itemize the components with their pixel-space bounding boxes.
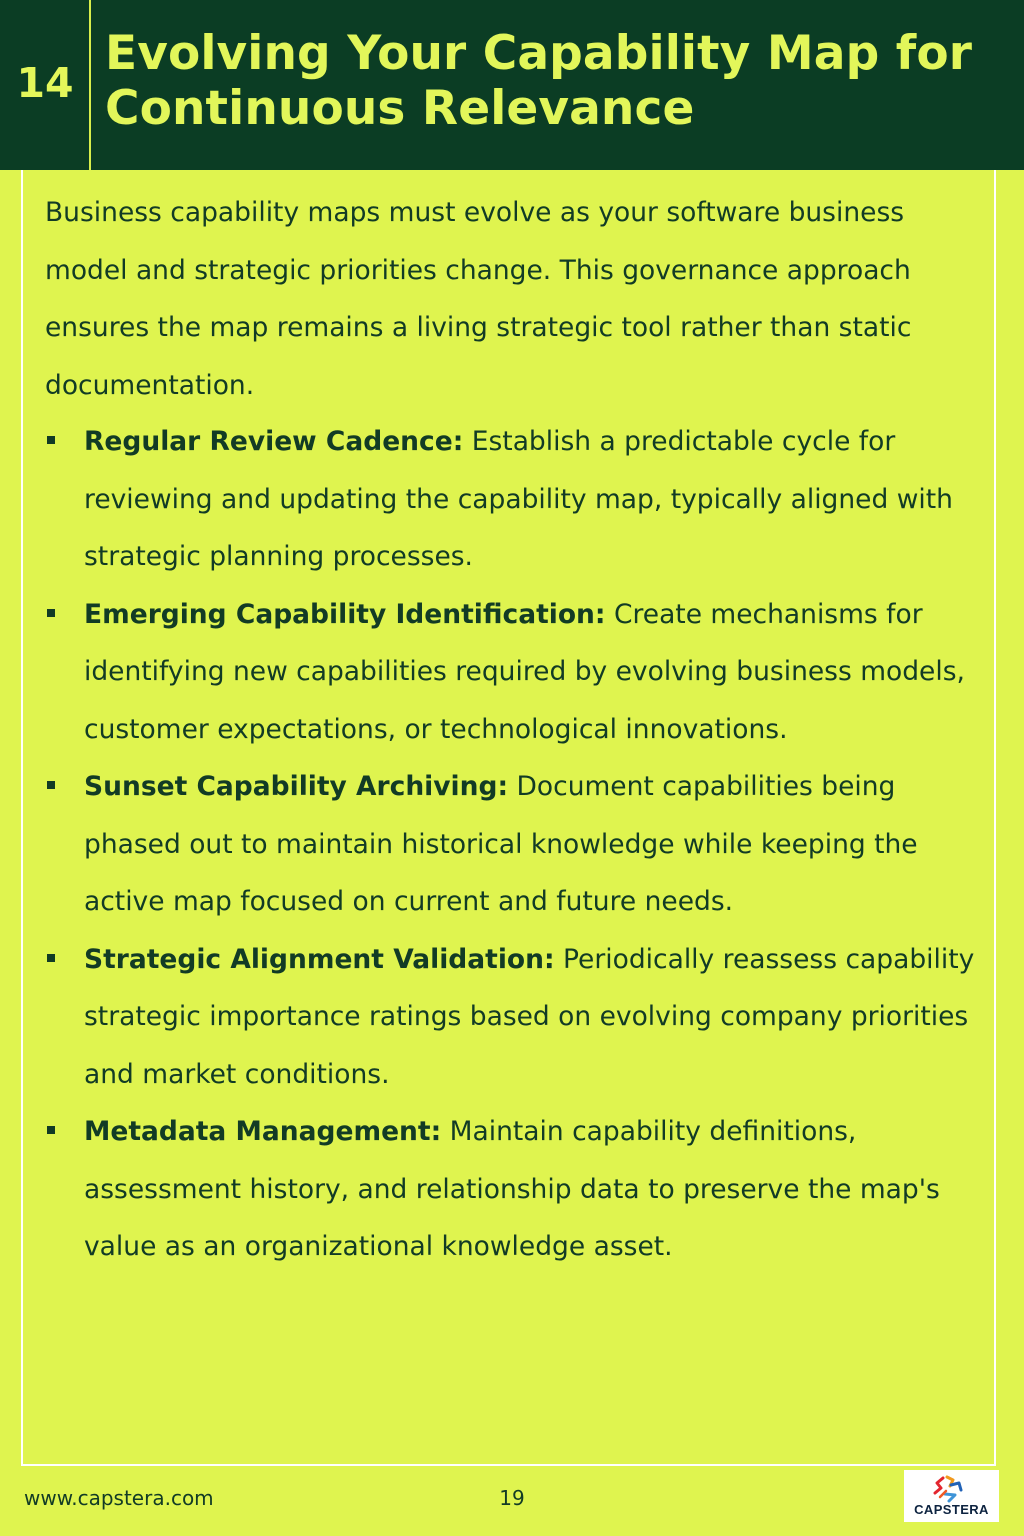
capstera-logo-icon: [904, 1470, 999, 1504]
intro-paragraph: Business capability maps must evolve as your software business model and strategic priorities change. This governance approach ensures the map remains a living strategic tool rather than static documentation.: [45, 197, 912, 401]
bullet-title: Emerging Capability Identification:: [84, 598, 606, 630]
bullet-item-sunset-capability-archiving: [45, 758, 980, 931]
bullet-item-emerging-capability-identification: [45, 586, 980, 759]
square-bullet-icon: [47, 954, 55, 962]
bullet-title: Regular Review Cadence:: [84, 426, 464, 457]
logo-text: CAPSTERA: [914, 1502, 989, 1517]
footer-website: www.capstera.com: [24, 1486, 214, 1510]
page-header: [0, 0, 1024, 170]
bullet-item-regular-review-cadence: [45, 413, 980, 586]
section-number: 14: [16, 59, 74, 107]
square-bullet-icon: [47, 609, 55, 617]
bullet-description: Establish a predictable cycle for reviewing and updating the capability map, typically aligned with strategic planning processes.: [84, 426, 953, 572]
bullet-title: Sunset Capability Archiving:: [84, 771, 509, 802]
square-bullet-icon: [47, 436, 55, 444]
square-bullet-icon: [47, 1126, 55, 1134]
bullet-item-strategic-alignment-validation: [45, 931, 980, 1104]
bullet-title: Strategic Alignment Validation:: [84, 943, 555, 975]
page-title: Evolving Your Capability Map for Continuous Relevance: [105, 26, 972, 136]
bullet-description: Periodically reassess capability strategic importance ratings based on evolving company priorities and market conditions.: [84, 943, 975, 1090]
page-number: 19: [499, 1486, 525, 1510]
bullet-item-metadata-management: [45, 1103, 980, 1276]
bullet-description: Maintain capability definitions, assessment history, and relationship data to preserve the map's value as an organizational knowledge asset.: [84, 1116, 940, 1262]
capstera-logo: [904, 1470, 999, 1522]
square-bullet-icon: [47, 781, 55, 789]
bullet-title: Metadata Management:: [84, 1116, 442, 1147]
bullet-description: Document capabilities being phased out to maintain historical knowledge while keeping the active map focused on current and future needs.: [84, 771, 918, 917]
header-divider: [89, 0, 91, 170]
bullet-description: Create mechanisms for identifying new capabilities required by evolving business models, customer expectations, or technological innovations.: [84, 598, 965, 745]
bullet-list: [45, 413, 980, 1276]
